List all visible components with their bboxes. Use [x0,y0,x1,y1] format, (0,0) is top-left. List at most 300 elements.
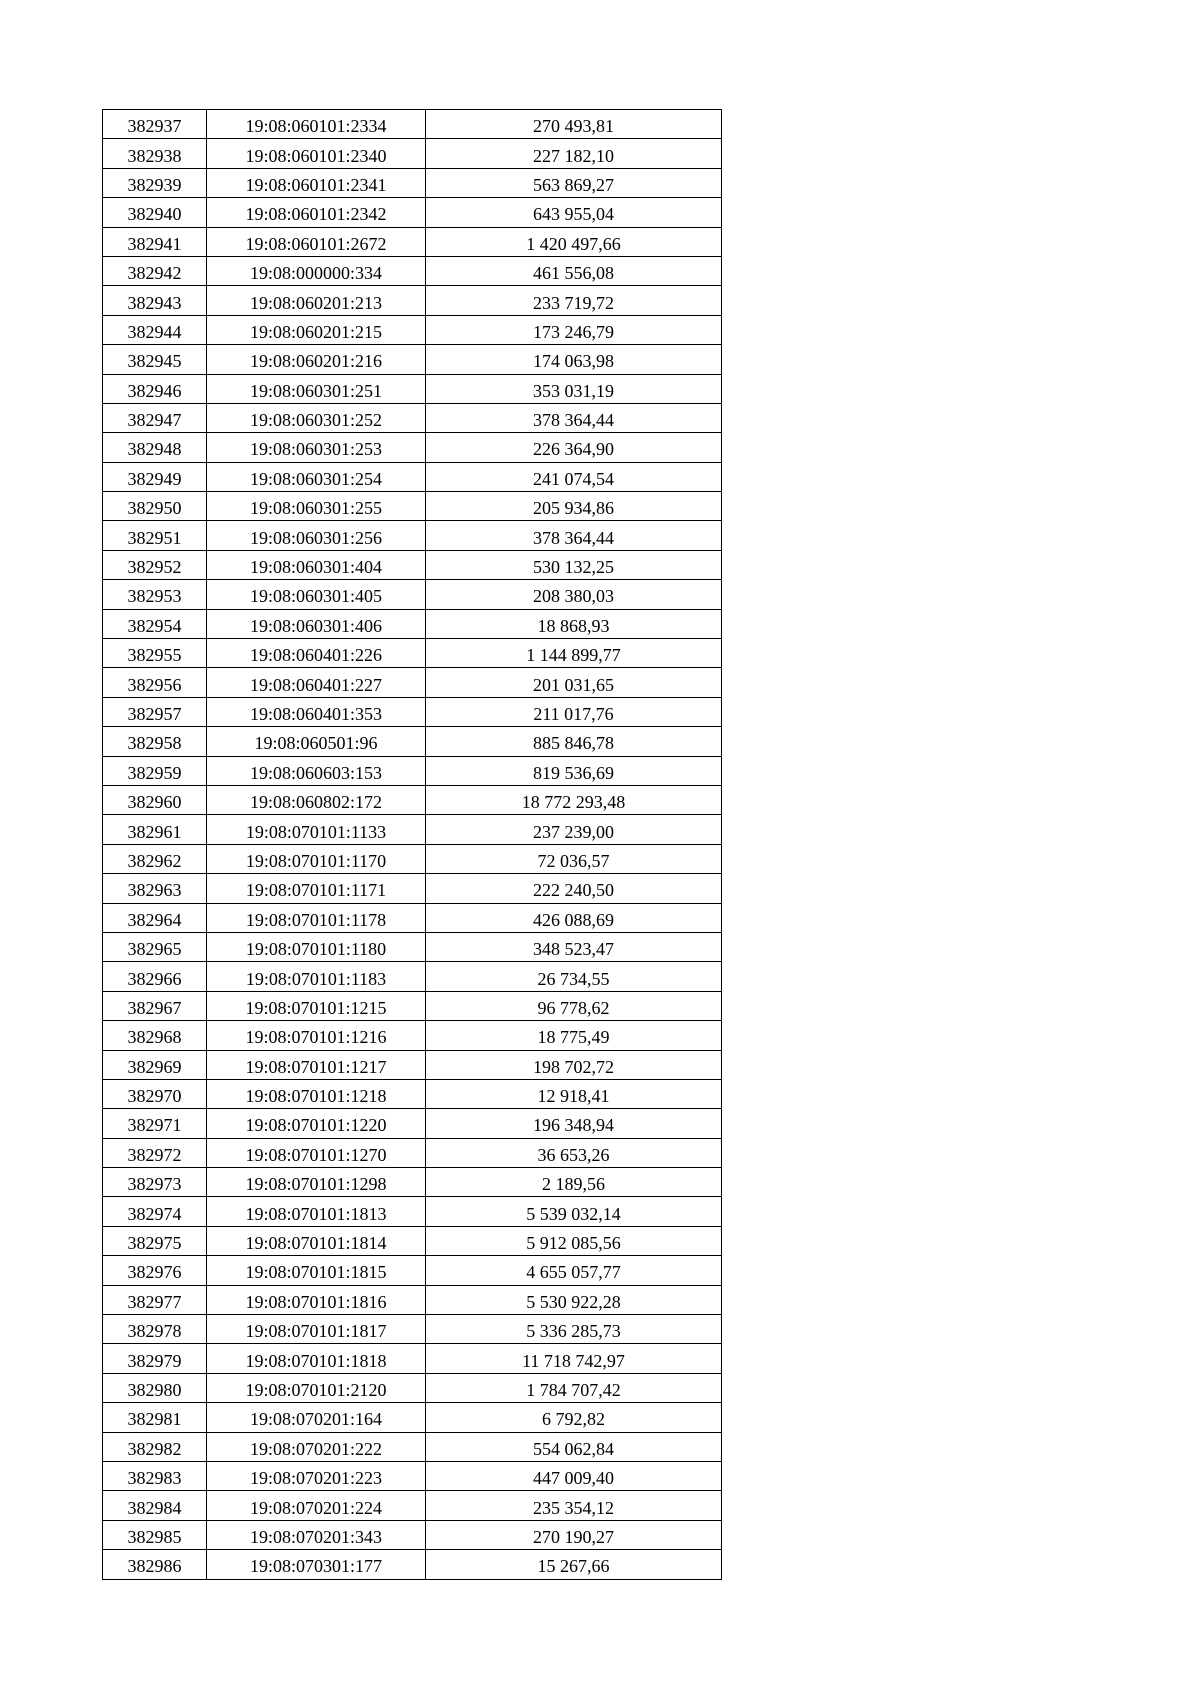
table-row [103,1285,722,1314]
value-cell [426,1168,722,1197]
row-number-cell [103,1550,207,1579]
table-row [103,139,722,168]
value-cell [426,1050,722,1079]
value-cell [426,345,722,374]
cadastral-number-cell [207,1138,426,1167]
value-cell [426,903,722,932]
row-number-text: 382974 [127,1203,182,1224]
cadastral-number-cell [207,1197,426,1226]
value-text: 885 846,78 [533,733,614,754]
cadastral-number-cell [207,962,426,991]
row-number-cell [103,374,207,403]
table-row [103,462,722,491]
row-number-text: 382964 [127,909,182,930]
value-cell [426,374,722,403]
row-number-text: 382951 [127,527,182,548]
value-text: 173 246,79 [533,321,614,342]
table-row [103,492,722,521]
row-number-cell [103,403,207,432]
value-text: 353 031,19 [533,380,614,401]
value-cell [426,227,722,256]
cadastral-number-cell [207,1285,426,1314]
row-number-text: 382971 [127,1115,182,1136]
row-number-cell [103,345,207,374]
cadastral-number-cell [207,1344,426,1373]
value-text: 1 144 899,77 [526,645,621,666]
table-row [103,433,722,462]
row-number-text: 382982 [127,1438,182,1459]
table-row [103,1168,722,1197]
row-number-cell [103,1109,207,1138]
value-text: 227 182,10 [533,145,614,166]
cadastral-number-text: 19:08:070201:222 [249,1438,382,1459]
cadastral-number-text: 19:08:060201:213 [249,292,382,313]
value-cell [426,1256,722,1285]
cadastral-number-text: 19:08:070201:164 [249,1409,382,1430]
cadastral-number-text: 19:08:060201:216 [249,351,382,372]
row-number-text: 382942 [127,263,182,284]
value-cell [426,727,722,756]
value-cell [426,1344,722,1373]
row-number-text: 382985 [127,1526,182,1547]
row-number-cell [103,903,207,932]
table-row [103,580,722,609]
cadastral-number-cell [207,492,426,521]
table-row [103,345,722,374]
row-number-text: 382956 [127,674,182,695]
row-number-cell [103,1050,207,1079]
value-text: 198 702,72 [533,1056,614,1077]
row-number-text: 382986 [127,1556,182,1577]
value-cell [426,785,722,814]
value-text: 205 934,86 [533,498,614,519]
cadastral-number-cell [207,345,426,374]
row-number-text: 382959 [127,762,182,783]
row-number-cell [103,1403,207,1432]
table-row [103,256,722,285]
cadastral-number-text: 19:08:070101:1217 [245,1056,387,1077]
row-number-text: 382970 [127,1086,182,1107]
cadastral-number-text: 19:08:060101:2342 [245,204,387,225]
value-cell [426,668,722,697]
cadastral-number-cell [207,198,426,227]
row-number-text: 382972 [127,1144,182,1165]
cadastral-number-cell [207,844,426,873]
table-row [103,903,722,932]
row-number-text: 382963 [127,880,182,901]
cadastral-number-text: 19:08:070101:1220 [245,1115,387,1136]
row-number-text: 382969 [127,1056,182,1077]
row-number-text: 382945 [127,351,182,372]
cadastral-number-cell [207,286,426,315]
cadastral-number-text: 19:08:070101:1170 [245,850,387,871]
cadastral-number-cell [207,697,426,726]
row-number-text: 382937 [127,116,182,137]
table-row [103,1109,722,1138]
value-text: 15 267,66 [537,1556,610,1577]
value-cell [426,286,722,315]
value-cell [426,1197,722,1226]
row-number-cell [103,668,207,697]
row-number-text: 382978 [127,1321,182,1342]
cadastral-number-text: 19:08:070101:1298 [245,1174,387,1195]
table-row [103,1256,722,1285]
cadastral-number-cell [207,315,426,344]
cadastral-number-text: 19:08:070201:224 [249,1497,382,1518]
cadastral-number-text: 19:08:060501:96 [254,733,378,754]
table-row [103,1050,722,1079]
row-number-text: 382976 [127,1262,182,1283]
row-number-cell [103,1168,207,1197]
row-number-cell [103,1432,207,1461]
cadastral-number-text: 19:08:000000:334 [249,263,382,284]
cadastral-number-cell [207,756,426,785]
value-text: 5 530 922,28 [526,1291,621,1312]
cadastral-number-text: 19:08:070101:2120 [245,1379,387,1400]
cadastral-number-cell [207,1432,426,1461]
cadastral-number-text: 19:08:070101:1818 [245,1350,387,1371]
cadastral-number-text: 19:08:060301:254 [249,468,382,489]
row-number-text: 382950 [127,498,182,519]
value-cell [426,874,722,903]
value-text: 235 354,12 [533,1497,614,1518]
value-text: 5 539 032,14 [526,1203,621,1224]
cadastral-number-cell [207,991,426,1020]
row-number-cell [103,1491,207,1520]
row-number-cell [103,492,207,521]
row-number-text: 382948 [127,439,182,460]
cadastral-number-cell [207,1021,426,1050]
row-number-text: 382975 [127,1233,182,1254]
value-text: 5 336 285,73 [526,1321,621,1342]
table-row [103,1461,722,1490]
cadastral-number-cell [207,1315,426,1344]
cadastral-number-text: 19:08:060802:172 [249,792,382,813]
row-number-text: 382961 [127,821,182,842]
value-cell [426,1138,722,1167]
row-number-cell [103,1461,207,1490]
cadastral-number-text: 19:08:060401:353 [249,704,382,724]
cadastral-number-cell [207,256,426,285]
table-row [103,315,722,344]
data-table [102,109,722,1580]
row-number-cell [103,1256,207,1285]
cadastral-number-text: 19:08:070201:343 [249,1526,382,1547]
value-text: 196 348,94 [533,1115,614,1136]
value-cell [426,932,722,961]
value-text: 222 240,50 [533,880,614,901]
value-cell [426,991,722,1020]
row-number-text: 382968 [127,1027,182,1048]
cadastral-number-text: 19:08:070201:223 [249,1468,382,1489]
value-text: 4 655 057,77 [526,1262,621,1283]
value-cell [426,1373,722,1402]
value-cell [426,403,722,432]
row-number-text: 382952 [127,557,182,578]
cadastral-number-text: 19:08:070101:1270 [245,1144,387,1165]
cadastral-number-text: 19:08:060603:153 [249,762,382,783]
cadastral-number-text: 19:08:070101:1816 [245,1291,387,1312]
row-number-cell [103,1021,207,1050]
cadastral-number-cell [207,609,426,638]
cadastral-number-cell [207,874,426,903]
table-row [103,1344,722,1373]
cadastral-number-text: 19:08:070101:1178 [245,909,387,930]
row-number-cell [103,198,207,227]
value-cell [426,462,722,491]
table-row [103,785,722,814]
table-row [103,198,722,227]
value-cell [426,550,722,579]
value-cell [426,139,722,168]
row-number-cell [103,609,207,638]
cadastral-number-text: 19:08:070101:1183 [245,968,387,989]
row-number-text: 382955 [127,645,182,666]
table-row [103,874,722,903]
value-cell [426,697,722,726]
value-cell [426,1432,722,1461]
table-row [103,1403,722,1432]
value-text: 6 792,82 [542,1409,605,1430]
row-number-cell [103,521,207,550]
cadastral-number-cell [207,1050,426,1079]
value-cell [426,110,722,139]
cadastral-number-text: 19:08:060101:2334 [245,116,387,137]
row-number-text: 382960 [127,792,182,813]
value-text: 5 912 085,56 [526,1233,621,1254]
row-number-cell [103,874,207,903]
table-row [103,1550,722,1579]
row-number-cell [103,1226,207,1255]
row-number-cell [103,286,207,315]
row-number-cell [103,433,207,462]
cadastral-number-cell [207,1256,426,1285]
value-text: 378 364,44 [533,410,614,431]
value-text: 563 869,27 [533,174,614,195]
row-number-cell [103,639,207,668]
table-row [103,521,722,550]
value-text: 226 364,90 [533,439,614,460]
cadastral-number-text: 19:08:070101:1133 [245,821,387,842]
row-number-text: 382957 [127,704,182,724]
row-number-text: 382958 [127,733,182,754]
value-cell [426,844,722,873]
value-text: 11 718 742,97 [522,1350,625,1371]
row-number-cell [103,844,207,873]
table-row [103,374,722,403]
cadastral-number-text: 19:08:060101:2340 [245,145,387,166]
value-cell [426,1491,722,1520]
value-cell [426,521,722,550]
cadastral-number-text: 19:08:070101:1813 [245,1203,387,1224]
row-number-cell [103,962,207,991]
table-row [103,1520,722,1549]
row-number-text: 382946 [127,380,182,401]
row-number-text: 382977 [127,1291,182,1312]
cadastral-number-cell [207,815,426,844]
cadastral-number-text: 19:08:070101:1218 [245,1086,387,1107]
row-number-cell [103,580,207,609]
value-text: 1 784 707,42 [526,1379,621,1400]
cadastral-number-text: 19:08:060301:251 [249,380,382,401]
cadastral-number-cell [207,550,426,579]
cadastral-number-cell [207,168,426,197]
cadastral-number-text: 19:08:070101:1216 [245,1027,387,1048]
value-text: 1 420 497,66 [526,233,621,254]
cadastral-number-cell [207,1109,426,1138]
table-row [103,550,722,579]
row-number-cell [103,462,207,491]
row-number-text: 382947 [127,410,182,431]
value-cell [426,609,722,638]
row-number-cell [103,315,207,344]
value-cell [426,1315,722,1344]
row-number-cell [103,227,207,256]
value-text: 643 955,04 [533,204,614,225]
value-cell [426,1461,722,1490]
cadastral-number-cell [207,433,426,462]
value-text: 819 536,69 [533,762,614,783]
cadastral-number-cell [207,110,426,139]
cadastral-number-cell [207,1550,426,1579]
row-number-cell [103,1344,207,1373]
row-number-cell [103,1373,207,1402]
value-cell [426,1226,722,1255]
table-row [103,1491,722,1520]
cadastral-number-cell [207,1520,426,1549]
cadastral-number-cell [207,639,426,668]
cadastral-number-cell [207,374,426,403]
cadastral-number-text: 19:08:060301:256 [249,527,382,548]
table-row [103,1373,722,1402]
value-cell [426,815,722,844]
row-number-cell [103,1285,207,1314]
value-cell [426,433,722,462]
value-text: 208 380,03 [533,586,614,607]
value-cell [426,492,722,521]
value-text: 270 190,27 [533,1526,614,1547]
row-number-cell [103,932,207,961]
cadastral-number-cell [207,903,426,932]
value-text: 18 772 293,48 [521,792,626,813]
cadastral-number-text: 19:08:070101:1817 [245,1321,387,1342]
cadastral-number-cell [207,1491,426,1520]
value-text: 96 778,62 [537,997,610,1018]
row-number-text: 382983 [127,1468,182,1489]
value-text: 233 719,72 [533,292,614,313]
value-cell [426,639,722,668]
table-row [103,403,722,432]
cadastral-number-cell [207,1373,426,1402]
row-number-cell [103,139,207,168]
cadastral-number-text: 19:08:060301:252 [249,410,382,431]
table-row [103,991,722,1020]
row-number-cell [103,815,207,844]
value-text: 26 734,55 [537,968,610,989]
cadastral-number-text: 19:08:070101:1215 [245,997,387,1018]
cadastral-number-cell [207,1403,426,1432]
cadastral-number-text: 19:08:060101:2672 [245,233,387,254]
value-text: 18 868,93 [537,615,610,636]
cadastral-number-text: 19:08:060401:226 [249,645,382,666]
row-number-cell [103,785,207,814]
value-text: 378 364,44 [533,527,614,548]
value-text: 2 189,56 [542,1174,605,1195]
row-number-text: 382943 [127,292,182,313]
table-row [103,815,722,844]
table-row [103,668,722,697]
value-text: 447 009,40 [533,1468,614,1489]
value-cell [426,198,722,227]
value-text: 36 653,26 [537,1144,610,1165]
table-row [103,1226,722,1255]
value-text: 72 036,57 [537,850,610,871]
cadastral-number-text: 19:08:070101:1171 [245,880,387,901]
row-number-text: 382981 [127,1409,182,1430]
cadastral-number-cell [207,1226,426,1255]
row-number-text: 382973 [127,1174,182,1195]
cadastral-number-cell [207,1168,426,1197]
row-number-cell [103,256,207,285]
table-row [103,844,722,873]
row-number-text: 382940 [127,204,182,225]
cadastral-number-cell [207,932,426,961]
cadastral-number-cell [207,462,426,491]
value-cell [426,1285,722,1314]
row-number-cell [103,1079,207,1108]
cadastral-number-text: 19:08:070301:177 [249,1556,382,1577]
value-text: 554 062,84 [533,1438,614,1459]
cadastral-number-cell [207,668,426,697]
value-text: 174 063,98 [533,351,614,372]
cadastral-number-cell [207,227,426,256]
value-cell [426,1403,722,1432]
value-text: 241 074,54 [533,468,614,489]
table-body [103,110,722,1580]
table-row [103,286,722,315]
cadastral-number-text: 19:08:060301:253 [249,439,382,460]
value-cell [426,1109,722,1138]
value-cell [426,315,722,344]
cadastral-number-cell [207,785,426,814]
value-text: 426 088,69 [533,909,614,930]
row-number-text: 382966 [127,968,182,989]
value-cell [426,1550,722,1579]
table-row [103,1138,722,1167]
table-row [103,227,722,256]
table-row [103,609,722,638]
row-number-cell [103,756,207,785]
cadastral-number-cell [207,1461,426,1490]
value-cell [426,1079,722,1108]
cadastral-number-text: 19:08:070101:1180 [245,939,387,960]
table-row [103,1315,722,1344]
row-number-cell [103,550,207,579]
cadastral-number-text: 19:08:060301:406 [249,615,382,636]
value-cell [426,1021,722,1050]
table-row [103,727,722,756]
value-text: 201 031,65 [533,674,614,695]
value-cell [426,256,722,285]
value-text: 211 017,76 [533,704,614,724]
table-row [103,756,722,785]
row-number-text: 382953 [127,586,182,607]
row-number-text: 382938 [127,145,182,166]
row-number-cell [103,697,207,726]
value-text: 348 523,47 [533,939,614,960]
row-number-text: 382941 [127,233,182,254]
value-cell [426,1520,722,1549]
